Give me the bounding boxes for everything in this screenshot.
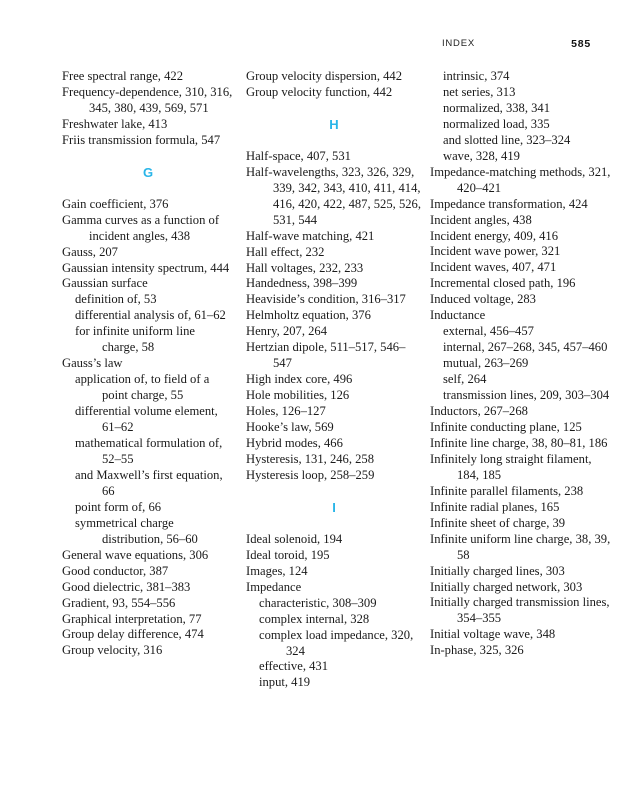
index-subentry: net series, 313 — [443, 84, 516, 99]
index-entry: Inductors, 267–268 — [430, 404, 528, 419]
index-entry: Induced voltage, 283 — [430, 292, 536, 307]
index-entry: Hysteresis loop, 258–259 — [246, 467, 375, 482]
index-entry: Freshwater lake, 413 — [62, 116, 168, 131]
index-entry: Gaussian surface — [62, 276, 148, 291]
index-entry: Group velocity function, 442 — [246, 84, 393, 99]
index-entry: Group velocity, 316 — [62, 643, 163, 658]
index-entry: Impedance transformation, 424 — [430, 196, 588, 211]
index-subentry: symmetrical charge distribution, 56–60 — [75, 515, 198, 546]
index-entry: Incremental closed path, 196 — [430, 276, 576, 291]
index-entry: Ideal solenoid, 194 — [246, 531, 343, 546]
index-entry: Impedance-matching methods, 321, 420–421 — [430, 164, 611, 195]
index-subentry: wave, 328, 419 — [443, 148, 520, 163]
index-entry: Incident wave power, 321 — [430, 244, 561, 259]
index-entry: High index core, 496 — [246, 372, 353, 387]
index-entry: Handedness, 398–399 — [246, 276, 358, 291]
index-subentry: mutual, 263–269 — [443, 356, 529, 371]
index-subentry: normalized load, 335 — [443, 116, 550, 131]
index-entry: Incident energy, 409, 416 — [430, 228, 559, 243]
index-subentry: complex internal, 328 — [259, 611, 370, 626]
index-subentry: differential analysis of, 61–62 — [75, 308, 226, 323]
index-subentry: self, 264 — [443, 372, 487, 387]
index-subentry: internal, 267–268, 345, 457–460 — [443, 340, 608, 355]
index-entry: Hybrid modes, 466 — [246, 436, 343, 451]
index-entry: Half-wave matching, 421 — [246, 228, 375, 243]
index-entry: Incident waves, 407, 471 — [430, 260, 557, 275]
index-subentry: differential volume element, 61–62 — [75, 404, 218, 435]
section-heading-g: G — [142, 164, 154, 180]
index-entry: Infinite line charge, 38, 80–81, 186 — [430, 435, 608, 450]
index-entry: Group delay difference, 474 — [62, 627, 204, 642]
index-entry: Ideal toroid, 195 — [246, 547, 330, 562]
index-entry: Infinitely long straight filament, 184, 185 — [430, 451, 592, 482]
section-gap — [246, 133, 422, 149]
section-gap — [62, 181, 234, 197]
header-label: INDEX — [441, 38, 475, 49]
index-entry: Heaviside’s condition, 316–317 — [246, 292, 406, 307]
index-entry: Friis transmission formula, 547 — [62, 132, 221, 147]
index-entry: Infinite uniform line charge, 38, 39, 58 — [430, 531, 611, 562]
index-entry: Hysteresis, 131, 246, 258 — [246, 451, 375, 466]
index-column-2 — [246, 69, 422, 691]
index-column-3 — [430, 69, 616, 659]
index-entry: Infinite conducting plane, 125 — [430, 419, 582, 434]
index-subentry: characteristic, 308–309 — [259, 595, 377, 610]
index-entry: General wave equations, 306 — [62, 547, 209, 562]
index-subentry: external, 456–457 — [443, 324, 534, 339]
index-entry: Helmholtz equation, 376 — [246, 308, 371, 323]
index-entry: Hertzian dipole, 511–517, 546–547 — [246, 340, 406, 371]
index-entry: Gauss, 207 — [62, 244, 118, 259]
index-column-1 — [62, 69, 234, 659]
index-subentry: input, 419 — [259, 675, 311, 690]
section-heading-i: I — [332, 499, 336, 515]
section-gap — [246, 101, 422, 117]
index-entry: In-phase, 325, 326 — [430, 643, 524, 658]
index-entry: Infinite parallel filaments, 238 — [430, 483, 584, 498]
index-subentry: complex load impedance, 320, 324 — [259, 627, 414, 658]
section-heading-h: H — [329, 116, 339, 132]
index-entry: Holes, 126–127 — [246, 404, 326, 419]
index-entry: Frequency-dependence, 310, 316, 345, 380, 439, 569, 571 — [62, 84, 233, 115]
index-entry: Hooke’s law, 569 — [246, 420, 334, 435]
index-entry: Half-wavelengths, 323, 326, 329, 339, 342, 343, 410, 411, 414, 416, 420, 422, 487, 525, 526, 531, 544 — [246, 164, 421, 227]
index-entry: Half-space, 407, 531 — [246, 148, 351, 163]
index-subentry: for infinite uniform line charge, 58 — [75, 324, 195, 355]
index-subentry: mathematical formulation of, 52–55 — [75, 436, 223, 466]
index-entry: Inductance — [430, 308, 486, 323]
section-gap — [62, 149, 234, 165]
index-subentry: effective, 431 — [259, 659, 329, 674]
index-entry: Incident angles, 438 — [430, 212, 532, 227]
index-entry: Initially charged network, 303 — [430, 579, 583, 594]
index-entry: Gamma curves as a function of incident angles, 438 — [62, 212, 220, 243]
index-entry: Gauss’s law — [62, 356, 123, 371]
index-entry: Henry, 207, 264 — [246, 324, 328, 339]
index-subentry: definition of, 53 — [75, 292, 157, 307]
index-entry: Gaussian intensity spectrum, 444 — [62, 260, 230, 275]
index-subentry: transmission lines, 209, 303–304 — [443, 388, 610, 403]
section-gap — [246, 516, 422, 532]
index-entry: Hall voltages, 232, 233 — [246, 260, 364, 275]
index-entry: Graphical interpretation, 77 — [62, 611, 202, 626]
index-subentry: intrinsic, 374 — [443, 69, 510, 83]
index-entry: Good dielectric, 381–383 — [62, 579, 191, 594]
index-subentry: normalized, 338, 341 — [443, 100, 551, 115]
index-entry: Gain coefficient, 376 — [62, 196, 169, 211]
index-subentry: application of, to field of a point charge, 55 — [75, 372, 210, 403]
section-gap — [246, 484, 422, 500]
index-subentry: and Maxwell’s first equation, 66 — [75, 467, 223, 498]
index-entry: Hole mobilities, 126 — [246, 388, 350, 403]
page-number: 585 — [571, 38, 591, 50]
index-entry: Infinite radial planes, 165 — [430, 499, 560, 514]
index-entry: Images, 124 — [246, 563, 308, 578]
index-entry: Initially charged lines, 303 — [430, 563, 565, 578]
index-entry: Free spectral range, 422 — [62, 69, 183, 83]
index-subentry: and slotted line, 323–324 — [443, 132, 571, 147]
index-entry: Infinite sheet of charge, 39 — [430, 515, 566, 530]
index-entry: Gradient, 93, 554–556 — [62, 595, 176, 610]
index-entry: Good conductor, 387 — [62, 563, 169, 578]
index-entry: Initially charged transmission lines, 354–355 — [430, 595, 610, 626]
index-entry: Impedance — [246, 579, 302, 594]
index-entry: Group velocity dispersion, 442 — [246, 69, 403, 83]
index-entry: Initial voltage wave, 348 — [430, 627, 556, 642]
index-subentry: point form of, 66 — [75, 499, 162, 514]
index-entry: Hall effect, 232 — [246, 244, 325, 259]
